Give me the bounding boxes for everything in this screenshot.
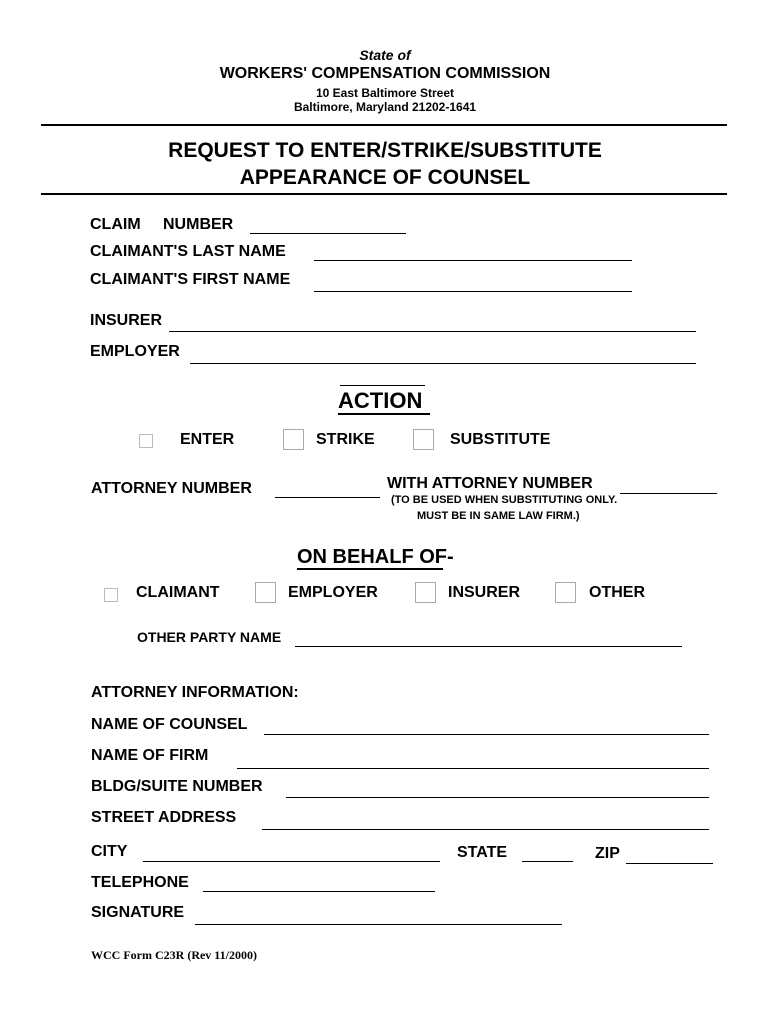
substitution-note-line2: MUST BE IN SAME LAW FIRM.)	[417, 510, 580, 522]
signature-field[interactable]	[195, 924, 562, 925]
telephone-label: TELEPHONE	[91, 874, 189, 891]
enter-checkbox[interactable]	[139, 434, 153, 448]
claimant-option-label: CLAIMANT	[136, 584, 220, 601]
other-checkbox[interactable]	[555, 582, 576, 603]
city-label: CITY	[91, 843, 128, 860]
employer-field[interactable]	[190, 363, 696, 364]
action-top-rule	[340, 385, 425, 386]
attorney-number-label: ATTORNEY NUMBER	[91, 480, 252, 497]
city-field[interactable]	[143, 861, 440, 862]
claim-number-label: NUMBER	[163, 216, 234, 233]
with-attorney-number-field[interactable]	[620, 493, 717, 494]
claim-number-field[interactable]	[250, 233, 406, 234]
attorney-info-heading: ATTORNEY INFORMATION:	[91, 684, 299, 701]
claimant-last-name-label: CLAIMANT'S LAST NAME	[90, 243, 286, 260]
other-party-name-label: OTHER PARTY NAME	[137, 629, 282, 645]
employer-checkbox[interactable]	[255, 582, 276, 603]
behalf-heading: ON BEHALF OF-	[297, 546, 454, 568]
form-title-line2: APPEARANCE OF COUNSEL	[239, 166, 531, 189]
with-attorney-number-label: WITH ATTORNEY NUMBER	[387, 475, 593, 492]
insurer-field[interactable]	[169, 331, 696, 332]
bldg-suite-field[interactable]	[286, 797, 709, 798]
name-of-firm-label: NAME OF FIRM	[91, 747, 209, 764]
action-heading: ACTION	[338, 388, 423, 413]
form-id-footer: WCC Form C23R (Rev 11/2000)	[91, 948, 257, 962]
employer-option-label: EMPLOYER	[288, 584, 378, 601]
header-address-line1: 10 East Baltimore Street	[315, 86, 455, 100]
claimant-first-name-field[interactable]	[314, 291, 632, 292]
telephone-field[interactable]	[203, 891, 435, 892]
street-address-field[interactable]	[262, 829, 709, 830]
other-option-label: OTHER	[589, 584, 645, 601]
substitution-note-line1: (TO BE USED WHEN SUBSTITUTING ONLY.	[391, 494, 618, 506]
name-of-counsel-label: NAME OF COUNSEL	[91, 716, 248, 733]
header-address-line2: Baltimore, Maryland 21202-1641	[293, 100, 477, 114]
claimant-checkbox[interactable]	[104, 588, 118, 602]
header-bottom-rule	[41, 193, 727, 195]
enter-option-label: ENTER	[180, 431, 235, 448]
insurer-checkbox[interactable]	[415, 582, 436, 603]
header-agency: WORKERS' COMPENSATION COMMISSION	[219, 65, 551, 82]
name-of-firm-field[interactable]	[237, 768, 709, 769]
form-title-line1: REQUEST TO ENTER/STRIKE/SUBSTITUTE	[168, 139, 602, 162]
strike-option-label: STRIKE	[316, 431, 375, 448]
state-label: STATE	[457, 844, 508, 861]
employer-label: EMPLOYER	[90, 343, 180, 360]
claimant-first-name-label: CLAIMANT'S FIRST NAME	[90, 271, 291, 288]
street-address-label: STREET ADDRESS	[91, 809, 237, 826]
bldg-suite-label: BLDG/SUITE NUMBER	[91, 778, 263, 795]
other-party-name-field[interactable]	[295, 646, 682, 647]
zip-label: ZIP	[595, 845, 620, 862]
header-state-of: State of	[359, 47, 411, 63]
signature-label: SIGNATURE	[91, 904, 185, 921]
zip-field[interactable]	[626, 863, 713, 864]
substitute-checkbox[interactable]	[413, 429, 434, 450]
action-underline	[338, 413, 430, 415]
claimant-last-name-field[interactable]	[314, 260, 632, 261]
claim-label: CLAIM	[90, 216, 141, 233]
name-of-counsel-field[interactable]	[264, 734, 709, 735]
header-top-rule	[41, 124, 727, 126]
strike-checkbox[interactable]	[283, 429, 304, 450]
substitute-option-label: SUBSTITUTE	[450, 431, 551, 448]
behalf-underline	[297, 568, 443, 570]
insurer-option-label: INSURER	[448, 584, 521, 601]
state-field[interactable]	[522, 861, 573, 862]
insurer-label: INSURER	[90, 312, 163, 329]
attorney-number-field[interactable]	[275, 497, 380, 498]
